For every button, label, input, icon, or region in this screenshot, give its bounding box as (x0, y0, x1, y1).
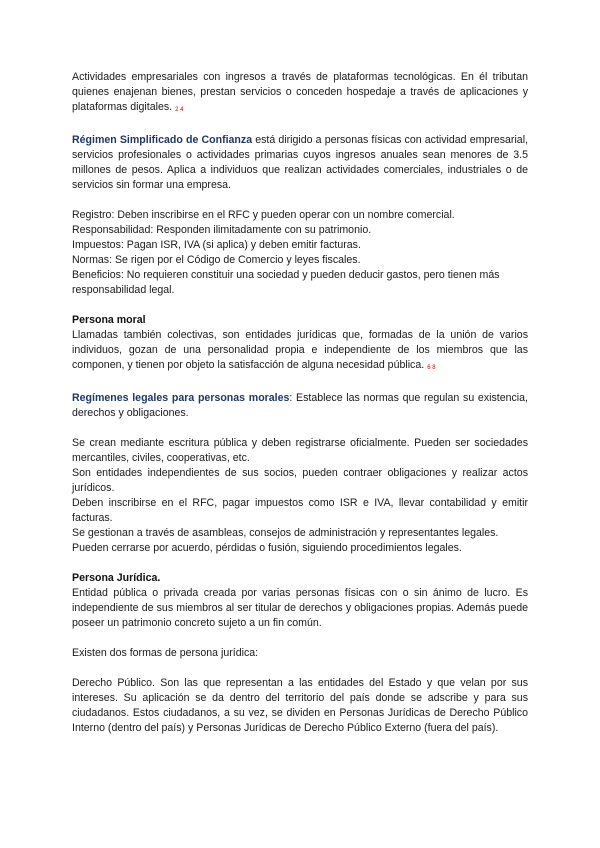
list-item: Son entidades independientes de sus socios, pueden contraer obligaciones y realizar actos jurídicos. (72, 467, 528, 494)
list-item: Beneficios: No requieren constituir una sociedad y pueden deducir gastos, pero tienen más responsabilidad legal. (72, 269, 500, 296)
list-item: Responsabilidad: Responden ilimitadamente con su patrimonio. (72, 224, 372, 236)
regimenes-text: : Establece las normas que regulan su existencia, derechos y obligaciones. (72, 392, 528, 419)
derecho-publico-paragraph: Derecho Público. Son las que representan a las entidades del Estado y que velan por sus intereses. Su aplicación se da dentro del territorio del país donde se adscribe y para sus ciudadanos. Estos ciudadanos, a su vez, se dividen en Personas Jurídicas de Derecho Público Interno (dentro del país) y Personas Jurídicas de Derecho Público Externo (fuera del país). (72, 677, 528, 734)
regimenes-title: Regímenes legales para personas morales (72, 392, 290, 404)
intro-text: Actividades empresariales con ingresos a través de plataformas tecnológicas. En él tributan quienes enajenan bienes, prestan servicios o conceden hospedaje a través de aplicaciones y plataformas digitales. (72, 71, 528, 113)
document-page (72, 70, 528, 736)
section-heading-persona-juridica: Persona Jurídica. (72, 572, 161, 584)
formas-paragraph: Existen dos formas de persona jurídica: (72, 647, 259, 659)
moral-paragraph (72, 328, 528, 376)
list-item: Se gestionan a través de asambleas, consejos de administración y representantes legales. (72, 527, 499, 539)
resico-title: Régimen Simplificado de Confianza (72, 134, 253, 146)
list-item: Normas: Se rigen por el Código de Comercio y leyes fiscales. (72, 254, 361, 266)
list-item: Registro: Deben inscribirse en el RFC y pueden operar con un nombre comercial. (72, 209, 455, 221)
list-item: Impuestos: Pagan ISR, IVA (si aplica) y deben emitir facturas. (72, 239, 361, 251)
list-item: Se crean mediante escritura pública y deben registrarse oficialmente. Pueden ser sociedades mercantiles, civiles, cooperativas, etc. (72, 437, 528, 464)
footnote-ref: 6 8 (427, 365, 436, 371)
list-item: Deben inscribirse en el RFC, pagar impuestos como ISR e IVA, llevar contabilidad y emitir facturas. (72, 497, 528, 524)
list-item: Pueden cerrarse por acuerdo, pérdidas o fusión, siguiendo procedimientos legales. (72, 542, 462, 554)
regimenes-paragraph (72, 391, 528, 421)
section-heading-persona-moral: Persona moral (72, 314, 146, 326)
juridica-paragraph: Entidad pública o privada creada por varias personas físicas con o sin ánimo de lucro. Es independiente de sus miembros al ser titular de derechos y obligaciones propias. Además puede poseer un patrimonio concreto sujeto a un fin común. (72, 587, 528, 629)
intro-paragraph (72, 70, 528, 118)
resico-paragraph (72, 133, 528, 193)
footnote-ref: 2 4 (175, 107, 184, 113)
moral-text: Llamadas también colectivas, son entidades jurídicas que, formadas de la unión de varios individuos, gozan de una personalidad propia e independiente de los miembros que las componen, y tienen por objeto la satisfacción de alguna necesidad pública. (72, 329, 528, 371)
resico-text: está dirigido a personas físicas con actividad empresarial, servicios profesionales o actividades primarias cuyos ingresos anuales sean menores de 3.5 millones de pesos. Aplica a individuos que realizan actividades comerciales, industriales o de servicios sin formar una empresa. (72, 134, 528, 191)
